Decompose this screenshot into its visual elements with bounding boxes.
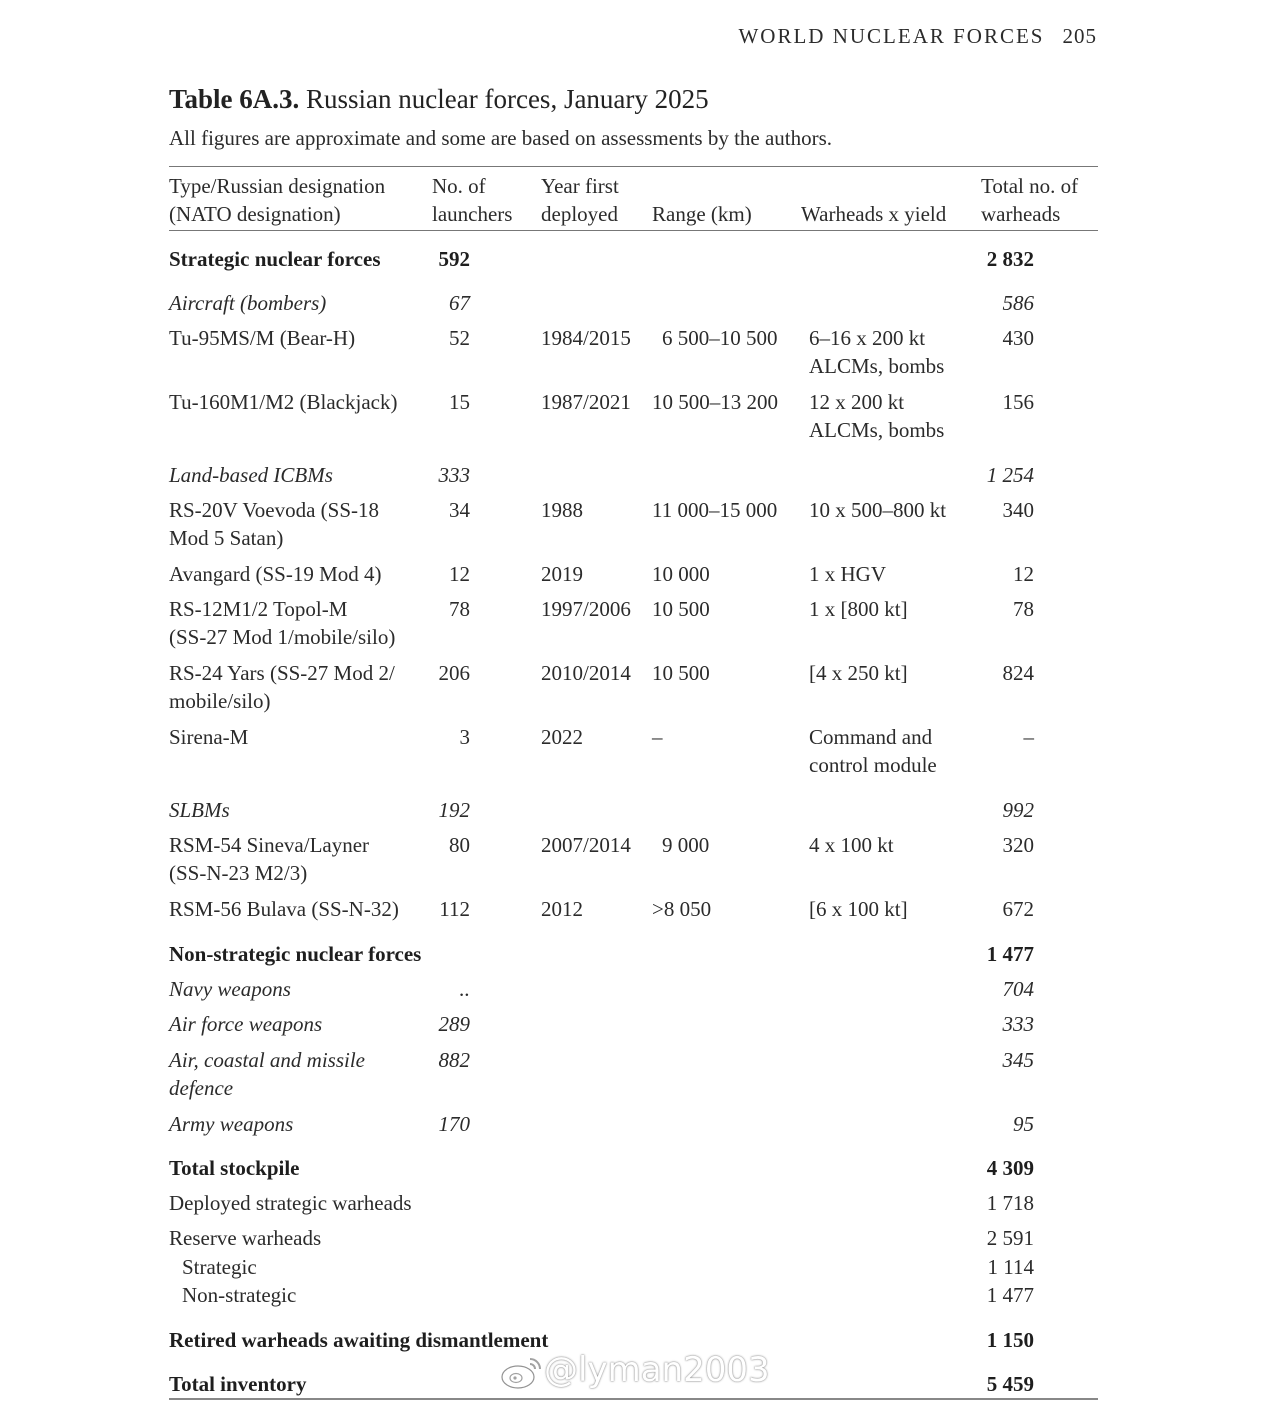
row-type-line: RSM-56 Bulava (SS-N-32)	[169, 897, 399, 921]
row-type	[169, 496, 379, 552]
row-launchers: 192	[438, 798, 470, 822]
row-warheads-yield	[809, 560, 886, 588]
row-type-line: Total stockpile	[169, 1156, 300, 1180]
row-type-line: Strategic	[182, 1255, 257, 1279]
row-yield-line: ALCMs, bombs	[809, 354, 945, 378]
row-total: 824	[1002, 661, 1034, 685]
row-total: 12	[1013, 562, 1034, 586]
row-type	[169, 796, 230, 824]
row-yield-line: 1 x HGV	[809, 562, 886, 586]
row-total: 5 459	[986, 1372, 1034, 1396]
row-yield-line: 4 x 100 kt	[809, 833, 894, 857]
row-type	[169, 1154, 300, 1182]
row-range: 9 000	[662, 833, 710, 857]
table-title	[169, 84, 709, 115]
row-total: 430	[1002, 326, 1034, 350]
row-yield-line: 6–16 x 200 kt	[809, 326, 926, 350]
row-total: 586	[1002, 291, 1034, 315]
row-total: 345	[1002, 1048, 1034, 1072]
row-type-line: SLBMs	[169, 798, 230, 822]
header-year	[541, 172, 619, 228]
row-yield-line: control module	[809, 753, 937, 777]
row-type	[169, 723, 248, 751]
row-range: 10 500	[652, 661, 710, 685]
row-type-line: RSM-54 Sineva/Layner	[169, 833, 370, 857]
row-type-line: Army weapons	[169, 1112, 294, 1136]
row-type-line: Non-strategic	[182, 1283, 297, 1307]
row-warheads-yield	[809, 388, 944, 444]
header-type	[169, 172, 385, 228]
row-yield-line: 12 x 200 kt	[809, 390, 905, 414]
row-launchers: 80	[449, 833, 470, 857]
header-range: Range (km)	[652, 202, 752, 226]
row-type-line: RS-20V Voevoda (SS-18	[169, 498, 380, 522]
row-type-line: Non-strategic nuclear forces	[169, 942, 422, 966]
page-number: 205	[1062, 24, 1097, 48]
row-yield-line: ALCMs, bombs	[809, 418, 945, 442]
row-total: 4 309	[986, 1156, 1034, 1180]
row-launchers: 12	[449, 562, 470, 586]
running-head-section: WORLD NUCLEAR FORCES	[738, 24, 1045, 48]
row-range: 10 500–13 200	[652, 390, 778, 414]
row-total: 1 114	[987, 1255, 1034, 1279]
row-type	[169, 659, 395, 715]
row-total: –	[1023, 725, 1034, 749]
row-total: 320	[1002, 833, 1034, 857]
row-type	[169, 975, 291, 1003]
header-type-line2: (NATO designation)	[169, 202, 341, 226]
row-total: 95	[1013, 1112, 1034, 1136]
row-warheads-yield	[809, 324, 944, 380]
row-launchers: 34	[449, 498, 470, 522]
row-warheads-yield	[809, 831, 894, 859]
row-total: 333	[1002, 1012, 1034, 1036]
row-warheads-yield	[809, 595, 908, 623]
weibo-icon	[500, 1355, 544, 1389]
table-title-text: Russian nuclear forces, January 2025	[306, 84, 709, 114]
row-type-line: Strategic nuclear forces	[169, 247, 381, 271]
row-type-line: Land-based ICBMs	[169, 463, 333, 487]
row-type-line: Tu-95MS/M (Bear-H)	[169, 326, 356, 350]
row-total: 78	[1013, 597, 1034, 621]
row-total: 340	[1002, 498, 1034, 522]
row-type	[169, 895, 399, 923]
row-total: 1 150	[986, 1328, 1034, 1352]
row-type-line: defence	[169, 1076, 234, 1100]
header-total	[981, 172, 1078, 228]
row-type-line: Avangard (SS-19 Mod 4)	[169, 562, 382, 586]
row-launchers: 112	[439, 897, 470, 921]
row-type-line: Reserve warheads	[169, 1226, 322, 1250]
row-type-line: Air, coastal and missile	[169, 1048, 366, 1072]
row-yield-line: 1 x [800 kt]	[809, 597, 908, 621]
row-total: 672	[1002, 897, 1034, 921]
row-total: 2 832	[986, 247, 1034, 271]
row-year: 2012	[541, 897, 583, 921]
row-launchers: 78	[449, 597, 470, 621]
row-warheads-yield	[809, 659, 908, 687]
row-year: 2022	[541, 725, 583, 749]
row-warheads-yield	[809, 496, 946, 524]
row-range: >8 050	[652, 897, 712, 921]
row-warheads-yield	[809, 895, 908, 923]
row-type	[169, 1224, 321, 1252]
watermark-text: @lyman2003	[544, 1350, 770, 1390]
row-type-line: Mod 5 Satan)	[169, 526, 284, 550]
row-total: 1 477	[986, 942, 1034, 966]
row-yield-line: [4 x 250 kt]	[809, 661, 908, 685]
row-type	[169, 940, 421, 968]
row-total: 1 718	[986, 1191, 1034, 1215]
row-type-line: Navy weapons	[169, 977, 291, 1001]
row-type	[169, 831, 369, 887]
row-type	[169, 1326, 548, 1354]
row-type-line: RS-12M1/2 Topol-M	[169, 597, 348, 621]
row-type	[169, 461, 333, 489]
row-year: 1997/2006	[541, 597, 631, 621]
header-bottom-rule	[169, 230, 1098, 231]
row-type	[169, 1189, 412, 1217]
row-range: 10 500	[652, 597, 710, 621]
row-year: 2010/2014	[541, 661, 631, 685]
row-launchers: 67	[449, 291, 470, 315]
row-type	[169, 1370, 306, 1398]
row-launchers: 333	[438, 463, 470, 487]
row-launchers: ..	[459, 977, 470, 1001]
row-type	[169, 289, 326, 317]
row-type	[169, 560, 382, 588]
row-yield-line: Command and	[809, 725, 933, 749]
table-top-rule	[169, 166, 1098, 167]
row-launchers: 15	[449, 390, 470, 414]
row-type	[182, 1253, 257, 1281]
row-launchers: 52	[449, 326, 470, 350]
row-yield-line: 10 x 500–800 kt	[809, 498, 947, 522]
header-year-line2: deployed	[541, 202, 618, 226]
row-type	[169, 245, 381, 273]
row-type	[169, 324, 355, 352]
row-type-line: Sirena-M	[169, 725, 249, 749]
row-type-line: mobile/silo)	[169, 689, 271, 713]
header-total-line1: Total no. of	[981, 174, 1079, 198]
row-yield-line: [6 x 100 kt]	[809, 897, 908, 921]
row-year: 2019	[541, 562, 583, 586]
table-bottom-rule	[169, 1398, 1098, 1400]
row-range: 10 000	[652, 562, 710, 586]
row-type-line: Aircraft (bombers)	[169, 291, 327, 315]
row-type-line: (SS-N-23 M2/3)	[169, 861, 308, 885]
row-type-line: Air force weapons	[169, 1012, 323, 1036]
row-year: 1987/2021	[541, 390, 631, 414]
header-year-line1: Year first	[541, 174, 619, 198]
row-range: 6 500–10 500	[662, 326, 778, 350]
row-type	[182, 1281, 296, 1309]
row-type-line: (SS-27 Mod 1/mobile/silo)	[169, 625, 396, 649]
row-launchers: 882	[438, 1048, 470, 1072]
row-launchers: 592	[438, 247, 470, 271]
row-warheads-yield	[809, 723, 937, 779]
row-launchers: 170	[438, 1112, 470, 1136]
row-type	[169, 1010, 322, 1038]
row-year: 2007/2014	[541, 833, 631, 857]
header-total-line2: warheads	[981, 202, 1061, 226]
row-type	[169, 595, 395, 651]
row-type-line: RS-24 Yars (SS-27 Mod 2/	[169, 661, 395, 685]
header-launchers-line1: No. of	[432, 174, 486, 198]
header-warheads-yield: Warheads x yield	[801, 202, 947, 226]
row-total: 704	[1002, 977, 1034, 1001]
row-total: 1 477	[986, 1283, 1034, 1307]
row-total: 2 591	[986, 1226, 1034, 1250]
header-launchers	[432, 172, 512, 228]
row-year: 1988	[541, 498, 583, 522]
row-year: 1984/2015	[541, 326, 631, 350]
row-launchers: 206	[438, 661, 470, 685]
row-total: 156	[1002, 390, 1034, 414]
row-type-line: Tu-160M1/M2 (Blackjack)	[169, 390, 398, 414]
row-total: 992	[1002, 798, 1034, 822]
row-range: 11 000–15 000	[652, 498, 778, 522]
row-type-line: Total inventory	[169, 1372, 307, 1396]
watermark	[500, 1350, 770, 1390]
header-type-line1: Type/Russian designation	[169, 174, 386, 198]
row-range: –	[652, 725, 663, 749]
table-label: Table 6A.3.	[169, 84, 300, 114]
row-type	[169, 388, 397, 416]
row-type	[169, 1046, 365, 1102]
row-total: 1 254	[986, 463, 1034, 487]
row-type-line: Deployed strategic warheads	[169, 1191, 412, 1215]
running-head	[738, 24, 1097, 49]
row-type-line: Retired warheads awaiting dismantlement	[169, 1328, 549, 1352]
header-launchers-line2: launchers	[432, 202, 513, 226]
table-note: All figures are approximate and some are based on assessments by the authors.	[169, 126, 833, 150]
row-launchers: 3	[459, 725, 470, 749]
row-type	[169, 1110, 293, 1138]
row-launchers: 289	[438, 1012, 470, 1036]
